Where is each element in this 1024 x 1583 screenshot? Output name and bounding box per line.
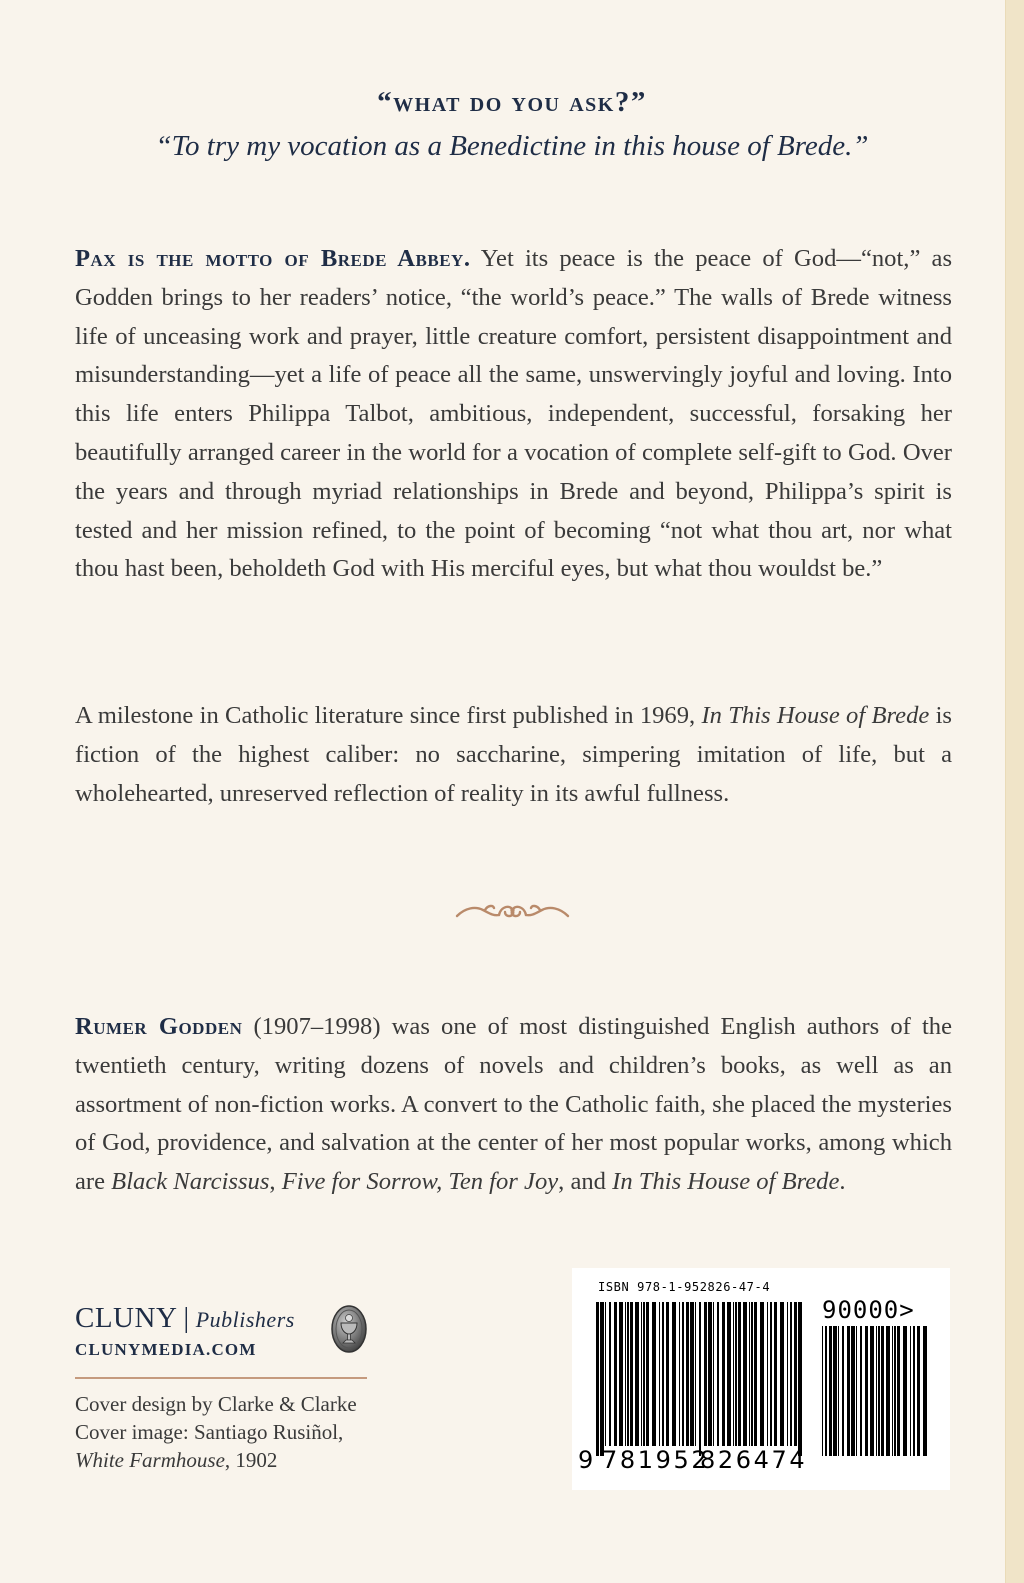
barcode-bar (619, 1302, 623, 1446)
praise-text-b: is fiction of the highest caliber: no saccharine, simpering imitation of life, but a wholehearted, unreserved reflection of reality in its awful fullness. (75, 702, 952, 807)
barcode-bar (646, 1302, 649, 1446)
barcode-bar (767, 1302, 768, 1446)
synopsis-lead: Pax is the motto of Brede Abbey. (75, 245, 471, 272)
credit-image-label: Cover image: Santiago Rusiñol, (75, 1420, 344, 1444)
publisher-block (75, 1300, 370, 1360)
barcode-bar (672, 1302, 676, 1446)
synopsis-paragraph (75, 240, 952, 589)
credit-image-line (75, 1446, 357, 1474)
barcode-bar (686, 1302, 689, 1446)
barcode-bar (635, 1302, 639, 1446)
barcode-bar (787, 1302, 788, 1446)
barcode-bar (878, 1326, 880, 1456)
bio-text-a: (1907–1998) was one of most distinguished English authors of the twentieth century, writing dozens of novels and children’s books, as well as an assortment of non-fiction works. A convert to the Catholic faith, she placed the mysteries of God, providence, and salvation at the center of her most popular works, among which are (75, 1013, 952, 1196)
barcode-bar (682, 1302, 684, 1446)
barcode-bar (627, 1302, 629, 1446)
barcode-bar (822, 1326, 823, 1456)
barcode-bar (794, 1302, 797, 1446)
credit-design: Cover design by Clarke & Clarke (75, 1392, 357, 1416)
praise-paragraph (75, 697, 952, 813)
publisher-rule (75, 1377, 367, 1379)
chalice-seal-icon (330, 1304, 368, 1354)
publisher-divider: | (183, 1302, 190, 1334)
barcode-bar (760, 1302, 764, 1446)
barcode-bar (679, 1302, 680, 1446)
bio-book-1: Black Narcissus (111, 1168, 270, 1196)
barcode-bar (790, 1302, 792, 1446)
author-bio (75, 1008, 952, 1202)
flourish-ornament-icon (455, 896, 570, 926)
barcode-panel (572, 1268, 950, 1490)
barcode-bar (876, 1326, 877, 1456)
barcode-bar (923, 1326, 927, 1456)
barcode-bar (886, 1326, 890, 1456)
barcode-lead-digit: 9 (578, 1446, 594, 1474)
author-name: Rumer Godden (75, 1013, 243, 1040)
barcode-bar (733, 1302, 734, 1446)
barcode-bar (727, 1302, 731, 1446)
credit-image-title: White Farmhouse (75, 1448, 225, 1472)
barcode-bar (870, 1326, 874, 1456)
barcode-bar (735, 1302, 737, 1446)
bio-sep-1: , (269, 1168, 282, 1196)
barcode-bar (913, 1326, 915, 1456)
barcode-bar (699, 1302, 701, 1456)
barcode-bar (825, 1326, 827, 1456)
barcode-bar (690, 1302, 694, 1446)
barcode-bar (770, 1302, 772, 1446)
barcode-bar (713, 1302, 714, 1446)
publisher-suffix: Publishers (195, 1307, 295, 1332)
spine-edge (1005, 0, 1024, 1583)
barcode-bar (829, 1326, 832, 1456)
barcode-bar (881, 1326, 884, 1456)
bio-book-2: Five for Sorrow, Ten for Joy (281, 1168, 559, 1196)
publisher-wordmark: CLUNY (75, 1302, 178, 1334)
credit-image-year: , 1902 (224, 1448, 278, 1472)
barcode-bar (641, 1302, 642, 1446)
barcode-bar (754, 1302, 757, 1446)
barcode-bar (600, 1302, 604, 1456)
praise-book-title: In This House of Brede (701, 702, 930, 729)
barcode-bar (630, 1302, 633, 1446)
barcode-bar (917, 1326, 920, 1456)
barcode-bar (856, 1326, 857, 1456)
barcode-bar (851, 1326, 855, 1456)
barcode-bar (666, 1302, 669, 1446)
barcode-bar (892, 1326, 893, 1456)
barcode-bar (842, 1326, 844, 1456)
barcode-bar (708, 1302, 712, 1446)
barcode-bar (704, 1302, 707, 1446)
barcode-bar (614, 1302, 617, 1446)
barcode-right-digits: 826474 (700, 1446, 808, 1474)
publisher-name (75, 1300, 370, 1338)
epigraph-answer: “To try my vocation as a Benedictine in this house of Brede.” (155, 130, 869, 162)
cover-credits (75, 1390, 357, 1474)
barcode-bar (847, 1326, 850, 1456)
barcode-bar (833, 1326, 837, 1456)
bio-sep-2: , and (558, 1168, 613, 1196)
barcode-bar (903, 1326, 907, 1456)
praise-text-a: A milestone in Catholic literature since first published in 1969, (75, 702, 702, 729)
bio-end: . (839, 1168, 846, 1196)
epigraph (0, 80, 1024, 168)
barcode-bar (774, 1302, 777, 1446)
barcode-bar (780, 1302, 784, 1446)
barcode-bar (838, 1326, 839, 1456)
barcode-bar (798, 1302, 802, 1456)
price-code: 90000> (822, 1296, 915, 1324)
bio-book-3: In This House of Brede (612, 1168, 840, 1196)
barcode-bar (596, 1302, 599, 1456)
barcode-bar (894, 1326, 896, 1456)
barcode-bar (751, 1302, 753, 1446)
barcode-bar (865, 1326, 868, 1456)
barcode-bar (749, 1302, 750, 1446)
barcode-bar (743, 1302, 747, 1446)
synopsis-body: Yet its peace is the peace of God—“not,” as Godden brings to her readers’ notice, “the world’s peace.” The walls of Brede witness life of unceasing work and prayer, little creature comfort, persistent disappointment and misunderstanding—yet a life of peace all the same, unswervingly joyful and loving. Into this life enters Philippa Talbot, ambitious, independent, successful, forsaking her beautifully arranged career in the world for a vocation of complete self-gift to God. Over the years and through myriad relationships in Brede and beyond, Philippa’s spirit is tested and her mission refined, to the point of becoming “not what thou art, nor what thou hast been, beholdeth God with His merciful eyes, but what thou wouldst be.” (75, 245, 953, 583)
barcode-bar (605, 1302, 606, 1446)
barcode-bar (643, 1302, 645, 1446)
barcode-bar (625, 1302, 626, 1446)
barcode-bar (860, 1326, 862, 1456)
barcode-bar (609, 1302, 611, 1446)
isbn-label: ISBN 978-1-952826-47-4 (598, 1280, 771, 1294)
barcode-bar (897, 1326, 900, 1456)
publisher-url: CLUNYMEDIA.COM (75, 1340, 257, 1359)
barcode-bar (695, 1302, 696, 1446)
barcode-bar (910, 1326, 911, 1456)
barcode-bar (662, 1302, 664, 1446)
barcode-bar (717, 1302, 719, 1446)
barcode-bar (659, 1302, 660, 1446)
barcode-bar (652, 1302, 656, 1446)
barcode-left-digits: 781952 (602, 1446, 710, 1474)
barcode-bar (738, 1302, 741, 1446)
barcode-bar (722, 1302, 725, 1446)
epigraph-question: “what do you ask?” (377, 86, 647, 118)
